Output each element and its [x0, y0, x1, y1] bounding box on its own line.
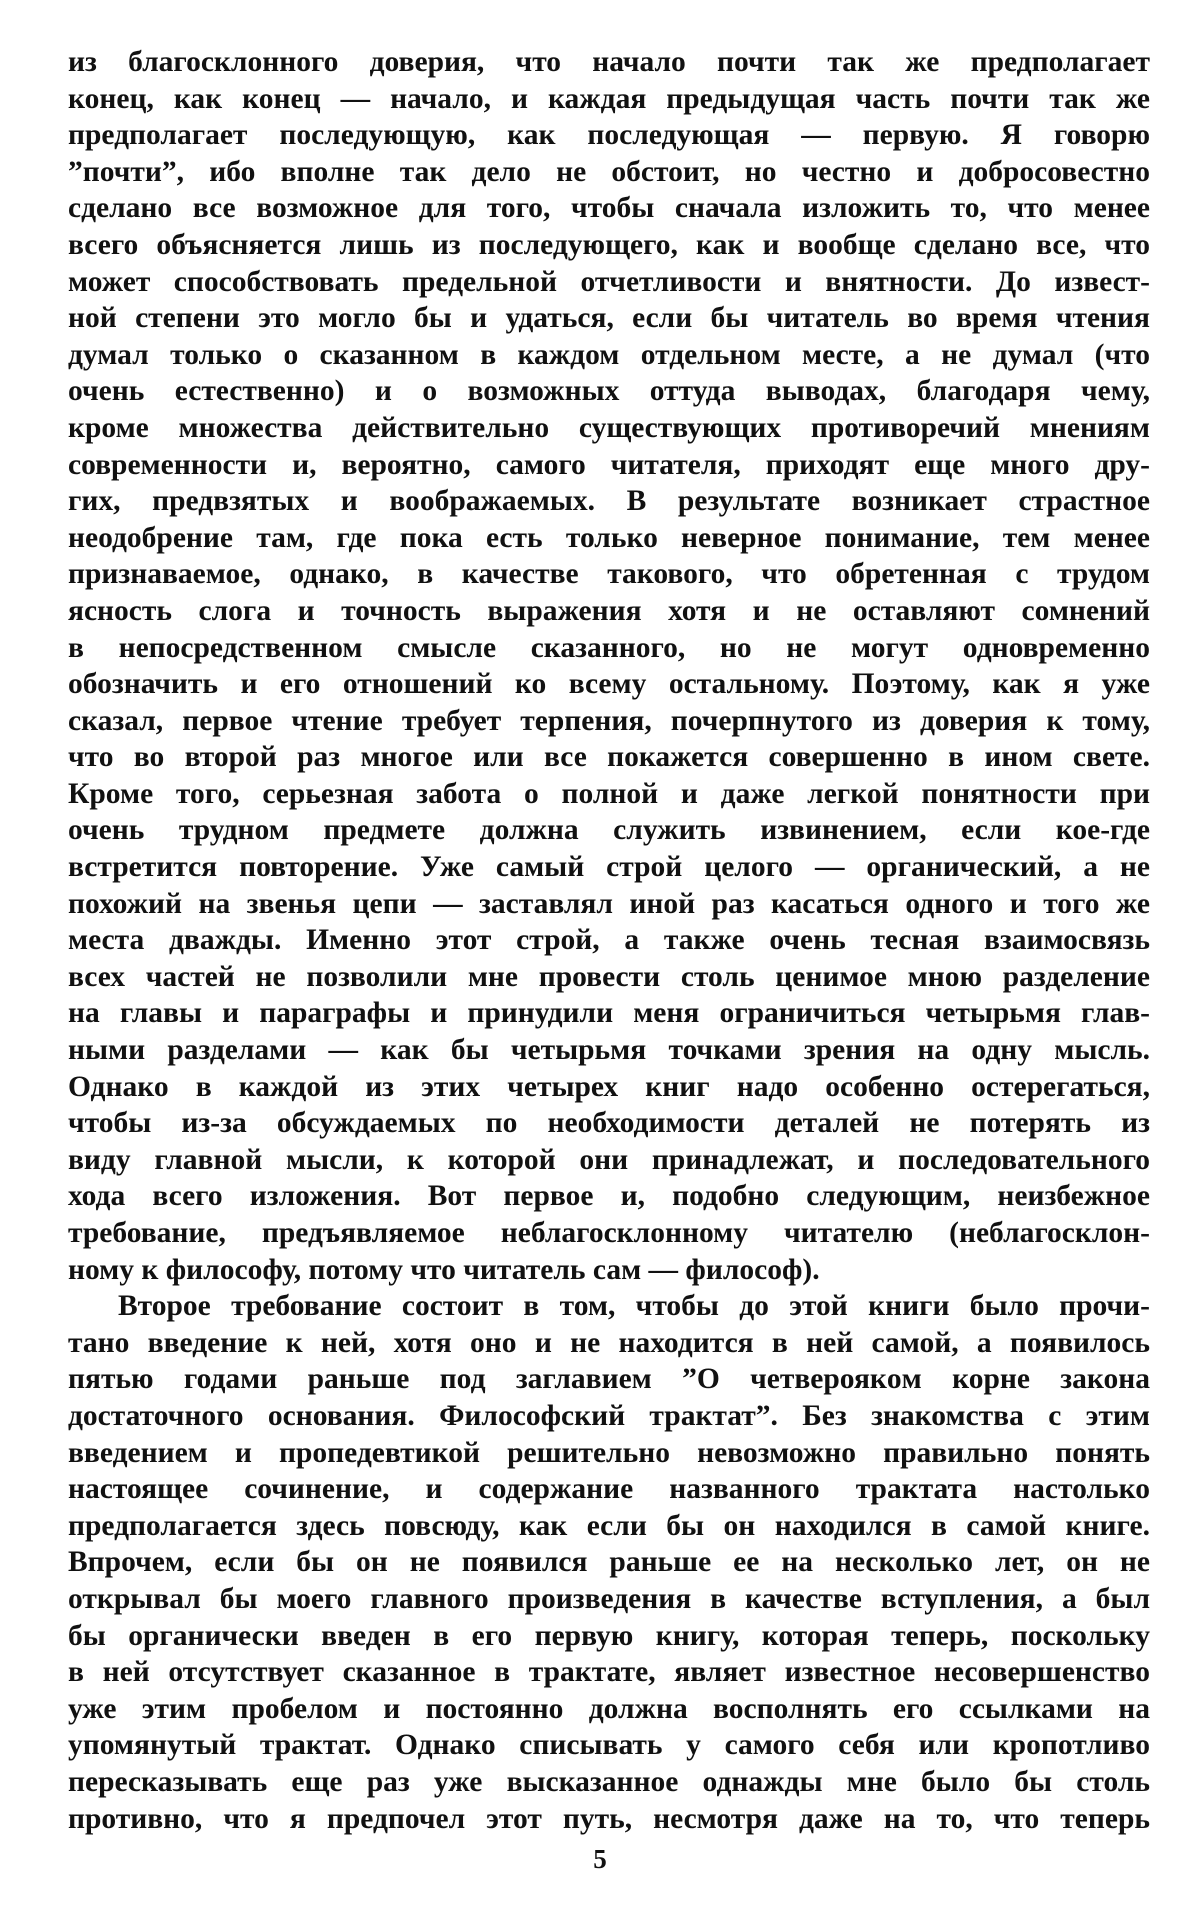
text-line: ному к философу, потому что читатель сам — философ). — [68, 1253, 820, 1286]
text-line: ными разделами — как бы четырьмя точками зрения на одну мысль. — [68, 1034, 1150, 1067]
text-line: в непосредственном смысле сказанного, но не могут одновременно — [68, 631, 1150, 664]
text-line: Впрочем, если бы он не появился раньше ее на несколько лет, он не — [68, 1546, 1150, 1579]
text-line: очень трудном предмете должна служить извинением, если кое-где — [68, 814, 1150, 847]
text-line: введением и пропедевтикой решительно невозможно правильно понять — [68, 1436, 1150, 1469]
text-line: предполагается здесь повсюду, как если бы он находился в самой книге. — [68, 1509, 1150, 1542]
text-line: очень естественно) и о возможных оттуда выводах, благодаря чему, — [68, 375, 1150, 408]
text-line: Однако в каждой из этих четырех книг надо особенно остерегаться, — [68, 1070, 1150, 1103]
text-line: места дважды. Именно этот строй, а также очень тесная взаимосвязь — [68, 924, 1150, 957]
text-line: хода всего изложения. Вот первое и, подобно следующим, неизбежное — [68, 1180, 1150, 1213]
text-line: тано введение к ней, хотя оно и не находится в ней самой, а появилось — [68, 1326, 1150, 1359]
text-line: ясность слога и точность выражения хотя и не оставляют сомнений — [68, 594, 1150, 627]
text-line: пятью годами раньше под заглавием ”О четвероякoм корне закона — [68, 1363, 1150, 1396]
text-line: предполагает последующую, как последующая — первую. Я говорю — [68, 119, 1150, 152]
text-line: из благосклонного доверия, что начало почти так же предполагает — [68, 46, 1150, 78]
text-line: признаваемое, однако, в качестве такового, что обретенная с трудом — [68, 558, 1150, 591]
text-line: ”почти”, ибо вполне так дело не обстоит, но честно и добросовестно — [68, 155, 1150, 188]
text-line: обозначить и его отношений ко всему остальному. Поэтому, как я уже — [68, 668, 1150, 701]
text-line: открывал бы моего главного произведения в качестве вступления, а был — [68, 1582, 1150, 1615]
text-line: сделано все возможное для того, чтобы сначала изложить то, что менее — [68, 192, 1150, 225]
page-number: 5 — [593, 1844, 607, 1874]
text-line: ной степени это могло бы и удаться, если бы читатель во время чтения — [68, 302, 1150, 335]
text-line: может способствовать предельной отчетливости и внятности. До извест- — [68, 265, 1150, 298]
text-line: думал только о сказанном в каждом отдельном месте, а не думал (что — [68, 338, 1150, 371]
text-line: на главы и параграфы и принудили меня ограничиться четырьмя глав- — [68, 997, 1150, 1030]
page-body — [68, 44, 1150, 1837]
text-line: достаточного основания. Философский трактат”. Без знакомства с этим — [68, 1399, 1150, 1432]
text-line: настоящее сочинение, и содержание названного трактата настолько — [68, 1473, 1150, 1506]
text-line: конец, как конец — начало, и каждая предыдущая часть почти так же — [68, 82, 1150, 115]
text-line: упомянутый трактат. Однако списывать у самого себя или кропотливо — [68, 1729, 1150, 1762]
text-line: всего объясняется лишь из последующего, как и вообще сделано все, что — [68, 228, 1150, 261]
text-line: противно, что я предпочел этот путь, несмотря даже на то, что теперь — [68, 1802, 1150, 1835]
text-line: чтобы из-за обсуждаемых по необходимости деталей не потерять из — [68, 1107, 1150, 1140]
text-line: кроме множества действительно существующих противоречий мнениям — [68, 411, 1150, 444]
text-line: современности и, вероятно, самого читателя, приходят еще много дру- — [68, 448, 1150, 481]
text-line: бы органически введен в его первую книгу, которая теперь, поскольку — [68, 1619, 1150, 1652]
text-line: Второе требование состоит в том, чтобы до этой книги было прочи- — [118, 1290, 1150, 1323]
text-line: всех частей не позволили мне провести столь ценимое мною разделение — [68, 960, 1150, 993]
text-line: Кроме того, серьезная забота о полной и даже легкой понятности при — [68, 777, 1150, 810]
text-line: требование, предъявляемое неблагосклонному читателю (неблагосклон- — [68, 1217, 1150, 1249]
text-line: неодобрение там, где пока есть только неверное понимание, тем менее — [68, 521, 1150, 554]
text-line: виду главной мысли, к которой они принадлежат, и последовательного — [68, 1143, 1150, 1176]
text-line: встретится повторение. Уже самый строй целого — органический, а не — [68, 851, 1150, 884]
text-line: гих, предвзятых и воображаемых. В результате возникает страстное — [68, 485, 1150, 518]
text-line: похожий на звенья цепи — заставлял иной раз касаться одного и того же — [68, 887, 1150, 920]
text-line: сказал, первое чтение требует терпения, почерпнутого из доверия к тому, — [68, 704, 1150, 737]
text-line: пересказывать еще раз уже высказанное однажды мне было бы столь — [68, 1765, 1150, 1798]
paragraph — [68, 1288, 1150, 1837]
paragraph — [68, 44, 1150, 1288]
text-line: в ней отсутствует сказанное в трактате, являет известное несовершенство — [68, 1656, 1150, 1689]
text-line: уже этим пробелом и постоянно должна восполнять его ссылками на — [68, 1692, 1150, 1725]
text-line: что во второй раз многое или все покажется совершенно в ином свете. — [68, 741, 1150, 774]
